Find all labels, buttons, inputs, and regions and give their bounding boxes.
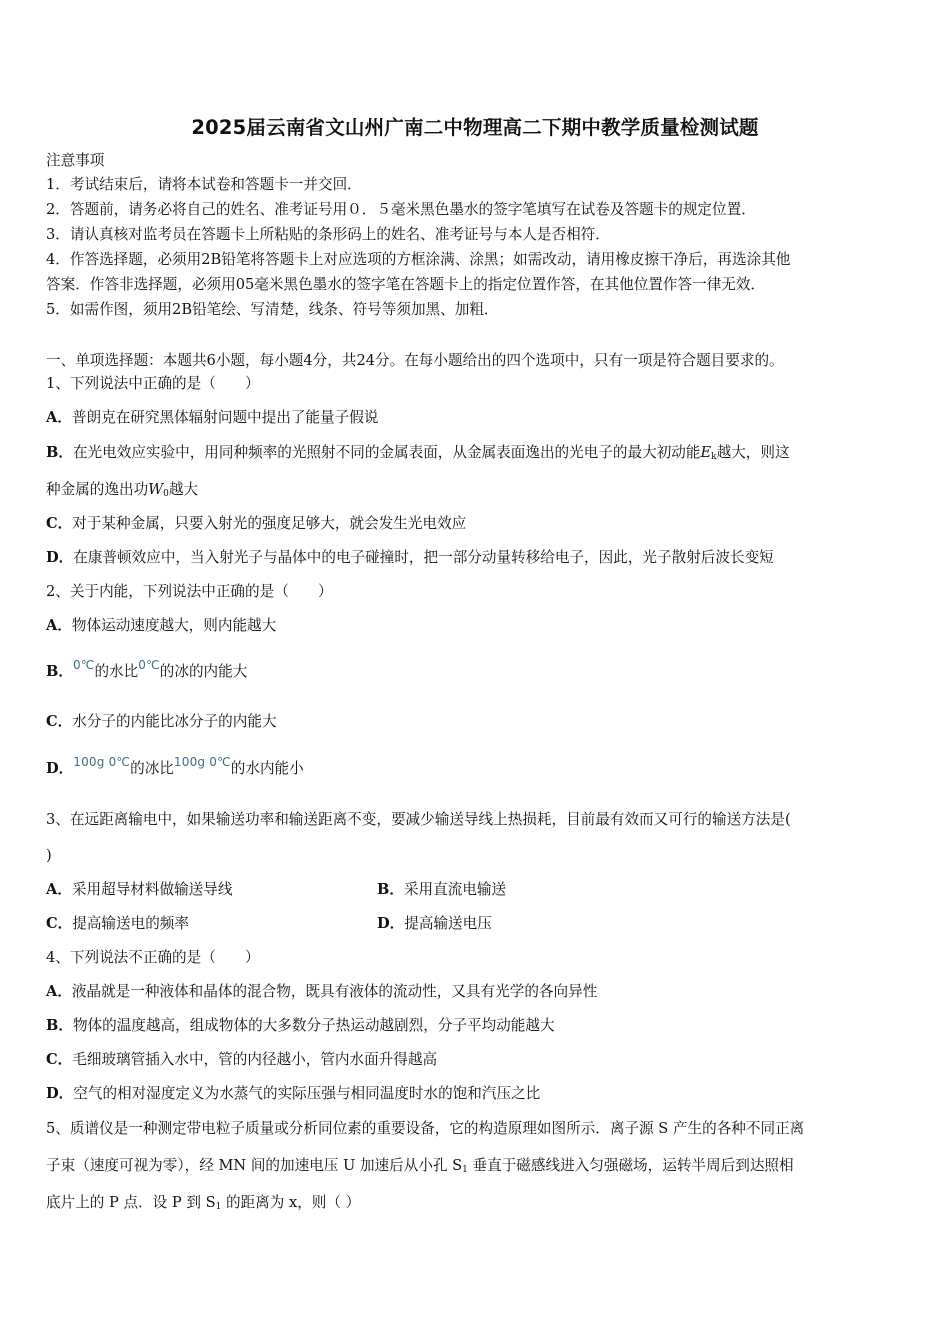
option-text: 种金属的逸出功 <box>46 481 149 498</box>
option-text: 液晶就是一种液体和晶体的混合物，既具有液体的流动性，又具有光学的各向异性 <box>71 983 598 1000</box>
question-2-option-b <box>46 658 248 682</box>
question-1-option-b-continued <box>46 480 198 504</box>
symbol-ek-subscript: k <box>711 452 717 462</box>
option-label: C． <box>46 713 73 730</box>
option-text: 采用超导材料做输送导线 <box>71 881 233 898</box>
option-label: A． <box>46 983 72 1000</box>
question-1-option-d <box>46 548 774 568</box>
option-text: 的冰的内能大 <box>159 663 248 680</box>
option-label: B． <box>46 1017 73 1034</box>
stem-text: 垂直于磁感线进入匀强磁场，运转半周后到达照相 <box>467 1157 794 1174</box>
option-text: 的冰比 <box>130 760 174 777</box>
notice-item: 1．考试结束后，请将本试卷和答题卡一并交回． <box>46 176 362 193</box>
question-1-option-c <box>46 514 466 534</box>
option-label: A． <box>46 881 72 898</box>
option-text: 空气的相对湿度定义为水蒸气的实际压强与相同温度时水的饱和汽压之比 <box>73 1085 541 1102</box>
option-label: A． <box>46 617 72 634</box>
option-label: C． <box>46 915 73 932</box>
question-5-stem-line2 <box>46 1156 794 1180</box>
subscript: 1 <box>215 1202 222 1212</box>
symbol-w0: W <box>148 481 164 498</box>
question-3-option-c <box>46 914 189 934</box>
notice-heading: 注意事项 <box>46 152 105 169</box>
option-text: 毛细玻璃管插入水中，管的内径越小，管内水面升得越高 <box>72 1051 438 1068</box>
question-1-option-b <box>46 443 790 467</box>
option-label: A． <box>46 409 72 426</box>
option-text: 在光电效应实验中，用同种频率的光照射不同的金属表面，从金属表面逸出的光电子的最大初动能 <box>72 444 701 461</box>
option-text: 物体的温度越高，组成物体的大多数分子热运动越剧烈，分子平均动能越大 <box>72 1017 555 1034</box>
option-label: C． <box>46 515 73 532</box>
question-1-option-a <box>46 408 378 428</box>
notice-item: 5．如需作图，须用2B铅笔绘、写清楚，线条、符号等须加黑、加粗． <box>46 301 499 318</box>
stem-text: 的距离为 x，则（ ） <box>221 1194 361 1211</box>
stem-text: 子束（速度可视为零），经 MN 间的加速电压 U 加速后从小孔 S <box>46 1157 463 1174</box>
question-2-option-c <box>46 712 277 732</box>
question-1-stem: 1、下列说法中正确的是（ ） <box>46 375 260 392</box>
question-3-option-d <box>377 914 492 934</box>
notice-item: 2．答题前，请务必将自己的姓名、准考证号用０．５毫米黑色墨水的签字笔填写在试卷及答题卡的规定位置． <box>46 201 756 218</box>
math-formula: 0℃ <box>138 658 160 672</box>
section-heading: 一、单项选择题：本题共6小题，每小题4分，共24分。在每小题给出的四个选项中，只有一项是符合题目要求的。 <box>46 352 784 369</box>
math-formula: 0℃ <box>72 658 95 672</box>
question-2-stem: 2、关于内能，下列说法中正确的是（ ） <box>46 583 333 600</box>
option-text: 物体运动速度越大，则内能越大 <box>71 617 277 634</box>
option-text: 采用直流电输送 <box>403 881 507 898</box>
option-label: D． <box>46 1085 74 1102</box>
option-text: 提高输送电的频率 <box>72 915 189 932</box>
option-label: B． <box>46 663 73 680</box>
option-text: 越大，则这 <box>716 444 790 461</box>
symbol-ek: E <box>700 444 712 461</box>
page-title: 2025届云南省文山州广南二中物理高二下期中教学质量检测试题 <box>191 116 759 139</box>
option-label: D． <box>46 760 74 777</box>
option-text: 的水内能小 <box>230 760 304 777</box>
symbol-w0-subscript: 0 <box>163 489 169 499</box>
option-label: B． <box>46 444 73 461</box>
question-4-stem: 4、下列说法不正确的是（ ） <box>46 949 260 966</box>
option-label: D． <box>377 915 405 932</box>
math-formula: 100g 0℃ <box>173 755 231 769</box>
option-text: 越大 <box>168 481 199 498</box>
question-4-option-c <box>46 1050 437 1070</box>
option-text: 的水比 <box>94 663 139 680</box>
question-3-stem: 3、在远距离输电中，如果输送功率和输送距离不变，要减少输送导线上热损耗，目前最有效而又可行的输送方法是( <box>46 811 791 828</box>
question-3-option-a <box>46 880 232 900</box>
math-formula: 100g 0℃ <box>73 755 131 769</box>
option-label: B． <box>377 881 404 898</box>
notice-item: 4．作答选择题，必须用2B铅笔将答题卡上对应选项的方框涂满、涂黑；如需改动，请用橡皮擦干净后，再选涂其他 <box>46 251 791 268</box>
option-text: 水分子的内能比冰分子的内能大 <box>72 713 277 730</box>
question-5-stem: 5、质谱仪是一种测定带电粒子质量或分析同位素的重要设备，它的构造原理如图所示．离子源 S 产生的各种不同正离 <box>46 1120 805 1137</box>
question-2-option-d <box>46 755 304 779</box>
option-text: 在康普顿效应中，当入射光子与晶体中的电子碰撞时，把一部分动量转移给电子，因此，光子散射后波长变短 <box>73 549 774 566</box>
subscript: 1 <box>462 1165 468 1175</box>
question-4-option-a <box>46 982 597 1002</box>
option-label: C． <box>46 1051 73 1068</box>
option-label: D． <box>46 549 74 566</box>
question-4-option-b <box>46 1016 555 1036</box>
notice-item: 3．请认真核对监考员在答题卡上所粘贴的条形码上的姓名、准考证号与本人是否相符． <box>46 226 610 243</box>
question-3-option-b <box>377 880 506 900</box>
question-2-option-a <box>46 616 276 636</box>
question-3-stem-continued: ) <box>46 847 52 864</box>
option-text: 对于某种金属，只要入射光的强度足够大，就会发生光电效应 <box>72 515 467 532</box>
stem-text: 底片上的 P 点．设 P 到 S <box>46 1194 216 1211</box>
question-5-stem-line3 <box>46 1193 360 1217</box>
question-4-option-d <box>46 1084 540 1104</box>
option-text: 提高输送电压 <box>404 915 492 932</box>
option-text: 普朗克在研究黑体辐射问题中提出了能量子假说 <box>71 409 379 426</box>
notice-item: 答案．作答非选择题，必须用05毫米黑色墨水的签字笔在答题卡上的指定位置作答，在其他位置作答一律无效． <box>46 276 766 293</box>
